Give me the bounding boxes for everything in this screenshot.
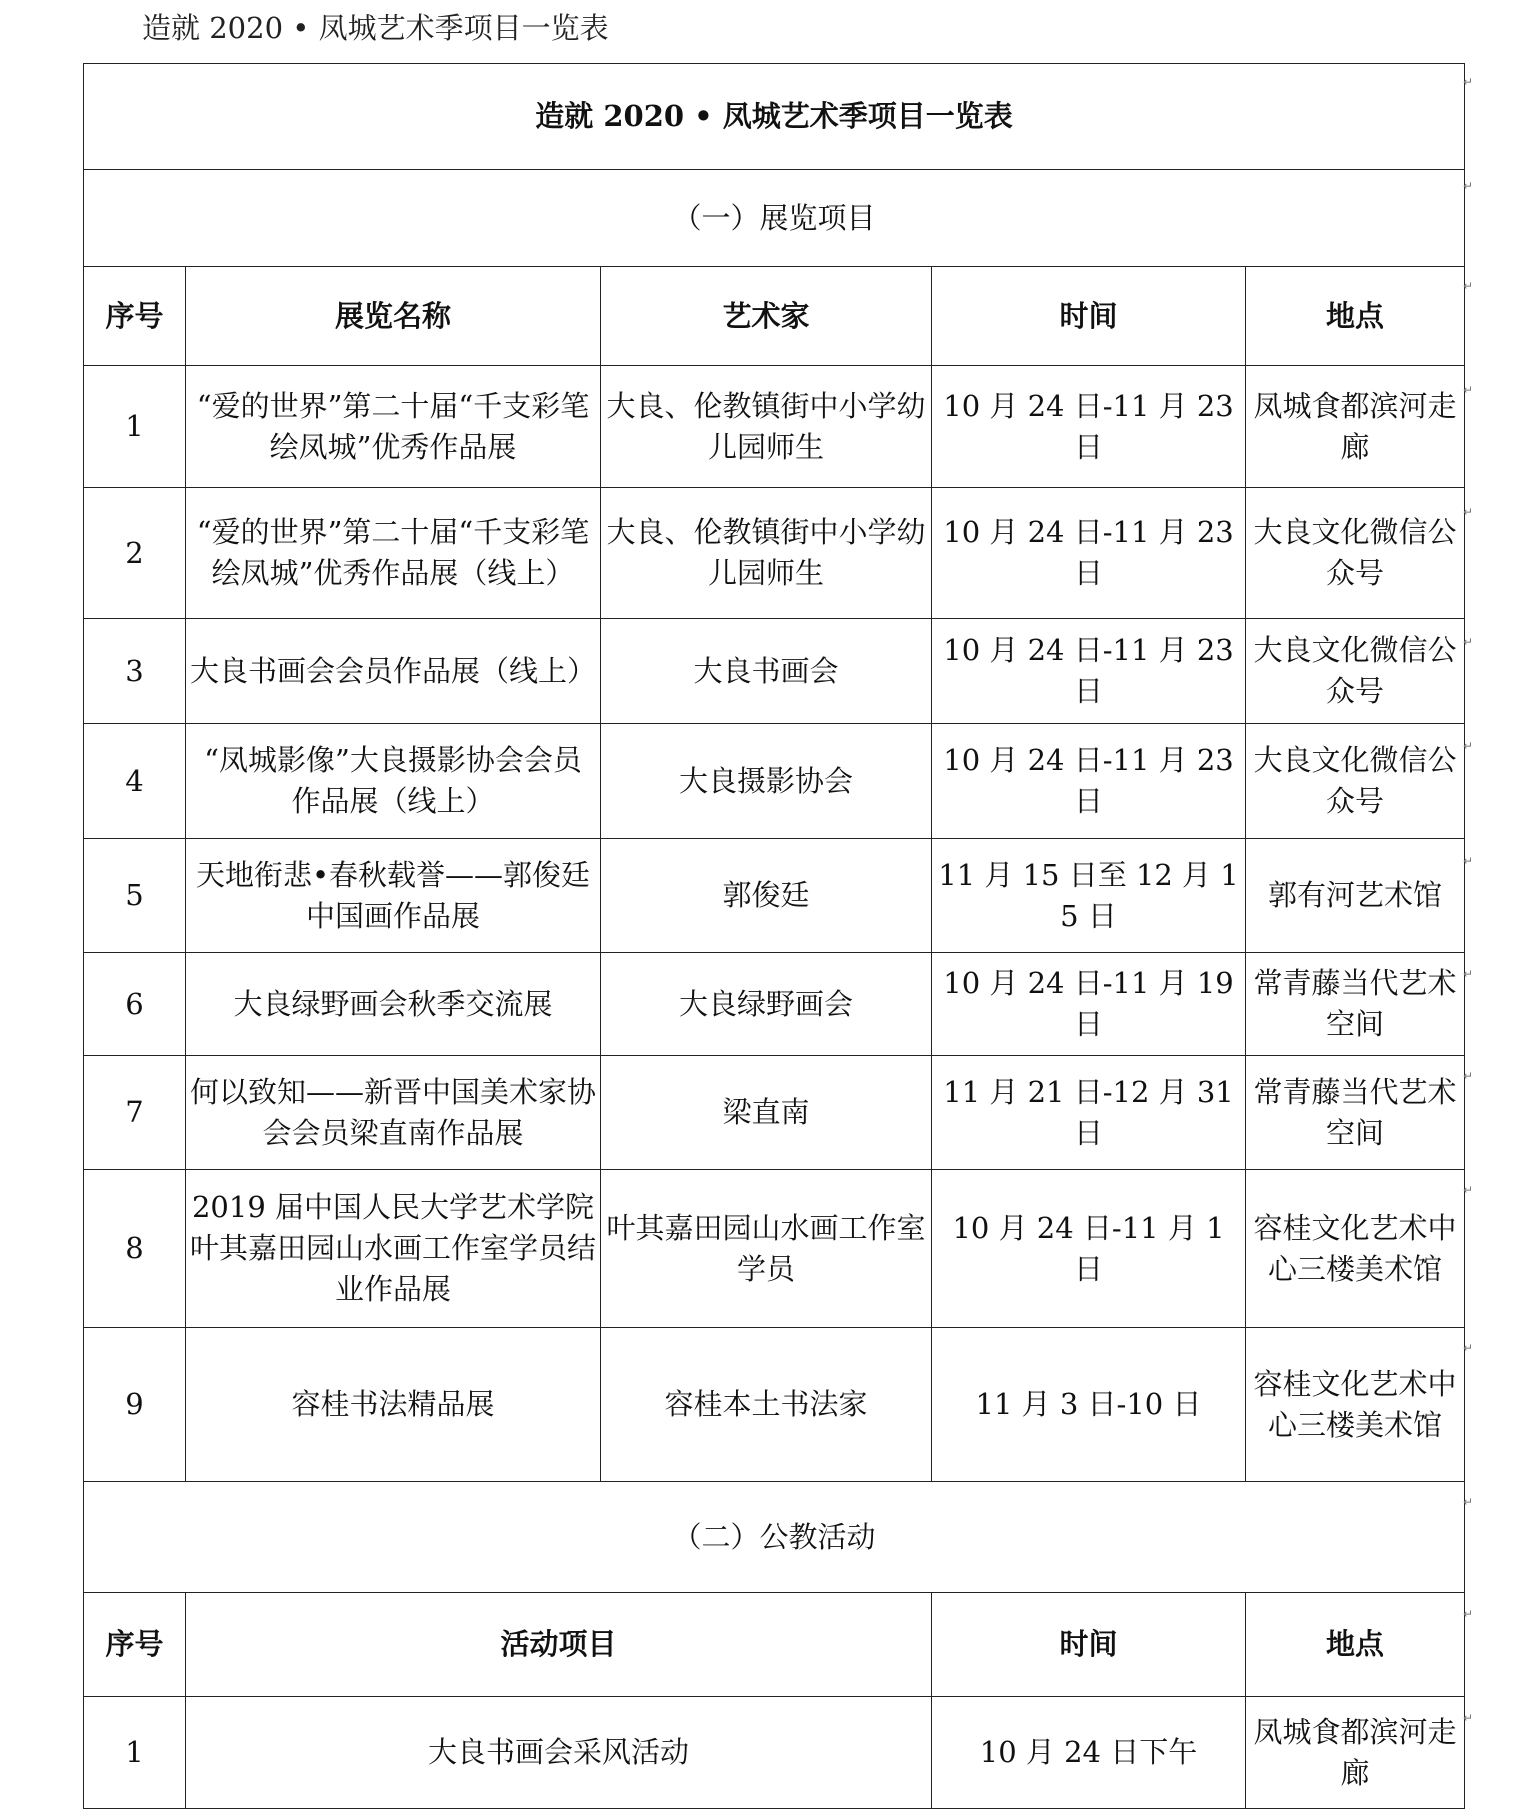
cell-time: 10 月 24 日-11 月 23 日 [932, 366, 1246, 488]
cell-time: 11 月 21 日-12 月 31 日 [932, 1056, 1246, 1170]
table-row [84, 366, 1465, 488]
col-header-project: 活动项目 [186, 1593, 932, 1697]
cell-artist: 大良绿野画会 [601, 953, 932, 1056]
cell-time: 10 月 24 日-11 月 1 日 [932, 1170, 1246, 1328]
cell-no: 5 [84, 839, 186, 953]
table-row [84, 953, 1465, 1056]
cell-name: “爱的世界”第二十届“千支彩笔绘凤城”优秀作品展（线上） [186, 488, 601, 619]
cell-time: 10 月 24 日-11 月 23 日 [932, 619, 1246, 724]
table-row [84, 1170, 1465, 1328]
cell-no: 2 [84, 488, 186, 619]
paragraph-mark-icon: ↵ [1463, 179, 1474, 193]
col-header-place: 地点 [1246, 267, 1465, 366]
cell-name: 大良书画会会员作品展（线上） [186, 619, 601, 724]
col-header-time: 时间 [932, 267, 1246, 366]
cell-place: 容桂文化艺术中心三楼美术馆 [1246, 1170, 1465, 1328]
table-title-row [84, 64, 1465, 170]
cell-no: 7 [84, 1056, 186, 1170]
paragraph-mark-icon: ↵ [1463, 854, 1474, 868]
page-header-title: 造就 2020 • 凤城艺术季项目一览表 [142, 11, 609, 45]
cell-project: 大良书画会采风活动 [186, 1697, 932, 1809]
table-row [84, 724, 1465, 839]
activity-header-row [84, 1593, 1465, 1697]
cell-no: 3 [84, 619, 186, 724]
exhibition-header-row [84, 267, 1465, 366]
cell-artist: 大良、伦教镇街中小学幼儿园师生 [601, 488, 932, 619]
cell-artist: 梁直南 [601, 1056, 932, 1170]
table-row [84, 839, 1465, 953]
table-row [84, 619, 1465, 724]
cell-time: 10 月 24 日-11 月 19 日 [932, 953, 1246, 1056]
col-header-no: 序号 [84, 267, 186, 366]
cell-name: 容桂书法精品展 [186, 1328, 601, 1482]
cell-name: 天地衔悲•春秋载誉——郭俊廷中国画作品展 [186, 839, 601, 953]
col-header-place: 地点 [1246, 1593, 1465, 1697]
cell-place: 常青藤当代艺术空间 [1246, 953, 1465, 1056]
table-row [84, 1697, 1465, 1809]
cell-artist: 大良、伦教镇街中小学幼儿园师生 [601, 366, 932, 488]
cell-name: 何以致知——新晋中国美术家协会会员梁直南作品展 [186, 1056, 601, 1170]
cell-place: 大良文化微信公众号 [1246, 619, 1465, 724]
cell-no: 6 [84, 953, 186, 1056]
paragraph-mark-icon: ↵ [1463, 967, 1474, 981]
cell-place: 凤城食都滨河走廊 [1246, 366, 1465, 488]
cell-place: 大良文化微信公众号 [1246, 488, 1465, 619]
paragraph-mark-icon: ↵ [1463, 635, 1474, 649]
table-row [84, 1056, 1465, 1170]
cell-no: 8 [84, 1170, 186, 1328]
cell-time: 10 月 24 日-11 月 23 日 [932, 488, 1246, 619]
cell-name: 2019 届中国人民大学艺术学院叶其嘉田园山水画工作室学员结业作品展 [186, 1170, 601, 1328]
cell-name: “凤城影像”大良摄影协会会员作品展（线上） [186, 724, 601, 839]
cell-time: 11 月 3 日-10 日 [932, 1328, 1246, 1482]
paragraph-mark-icon: ↵ [1463, 505, 1474, 519]
paragraph-mark-icon: ↵ [1463, 1495, 1474, 1509]
cell-no: 1 [84, 366, 186, 488]
paragraph-mark-icon: ↵ [1463, 1069, 1474, 1083]
cell-place: 容桂文化艺术中心三楼美术馆 [1246, 1328, 1465, 1482]
cell-name: 大良绿野画会秋季交流展 [186, 953, 601, 1056]
cell-artist: 叶其嘉田园山水画工作室学员 [601, 1170, 932, 1328]
section-row-exhibitions [84, 170, 1465, 267]
col-header-artist: 艺术家 [601, 267, 932, 366]
col-header-no: 序号 [84, 1593, 186, 1697]
cell-no: 1 [84, 1697, 186, 1809]
cell-time: 10 月 24 日-11 月 23 日 [932, 724, 1246, 839]
paragraph-mark-icon: ↵ [1463, 739, 1474, 753]
cell-no: 4 [84, 724, 186, 839]
section-row-activities [84, 1482, 1465, 1593]
cell-name: “爱的世界”第二十届“千支彩笔绘凤城”优秀作品展 [186, 366, 601, 488]
col-header-name: 展览名称 [186, 267, 601, 366]
table-row [84, 1328, 1465, 1482]
col-header-time: 时间 [932, 1593, 1246, 1697]
cell-place: 常青藤当代艺术空间 [1246, 1056, 1465, 1170]
table-title: 造就 2020 • 凤城艺术季项目一览表 [84, 64, 1465, 170]
cell-time: 10 月 24 日下午 [932, 1697, 1246, 1809]
section-heading-exhibitions: （一）展览项目 [84, 170, 1465, 267]
paragraph-mark-icon: ↵ [1463, 383, 1474, 397]
paragraph-mark-icon: ↵ [1463, 75, 1474, 89]
cell-artist: 大良摄影协会 [601, 724, 932, 839]
paragraph-mark-icon: ↵ [1463, 279, 1474, 293]
section-heading-activities: （二）公教活动 [84, 1482, 1465, 1593]
cell-artist: 容桂本土书法家 [601, 1328, 932, 1482]
cell-place: 郭有河艺术馆 [1246, 839, 1465, 953]
paragraph-mark-icon: ↵ [1463, 1341, 1474, 1355]
project-table [83, 63, 1465, 1809]
paragraph-mark-icon: ↵ [1463, 1183, 1474, 1197]
cell-place: 大良文化微信公众号 [1246, 724, 1465, 839]
cell-place: 凤城食都滨河走廊 [1246, 1697, 1465, 1809]
paragraph-mark-icon: ↵ [1463, 1711, 1474, 1725]
table-row [84, 488, 1465, 619]
cell-time: 11 月 15 日至 12 月 15 日 [932, 839, 1246, 953]
paragraph-mark-icon: ↵ [1463, 1607, 1474, 1621]
cell-artist: 大良书画会 [601, 619, 932, 724]
cell-artist: 郭俊廷 [601, 839, 932, 953]
cell-no: 9 [84, 1328, 186, 1482]
